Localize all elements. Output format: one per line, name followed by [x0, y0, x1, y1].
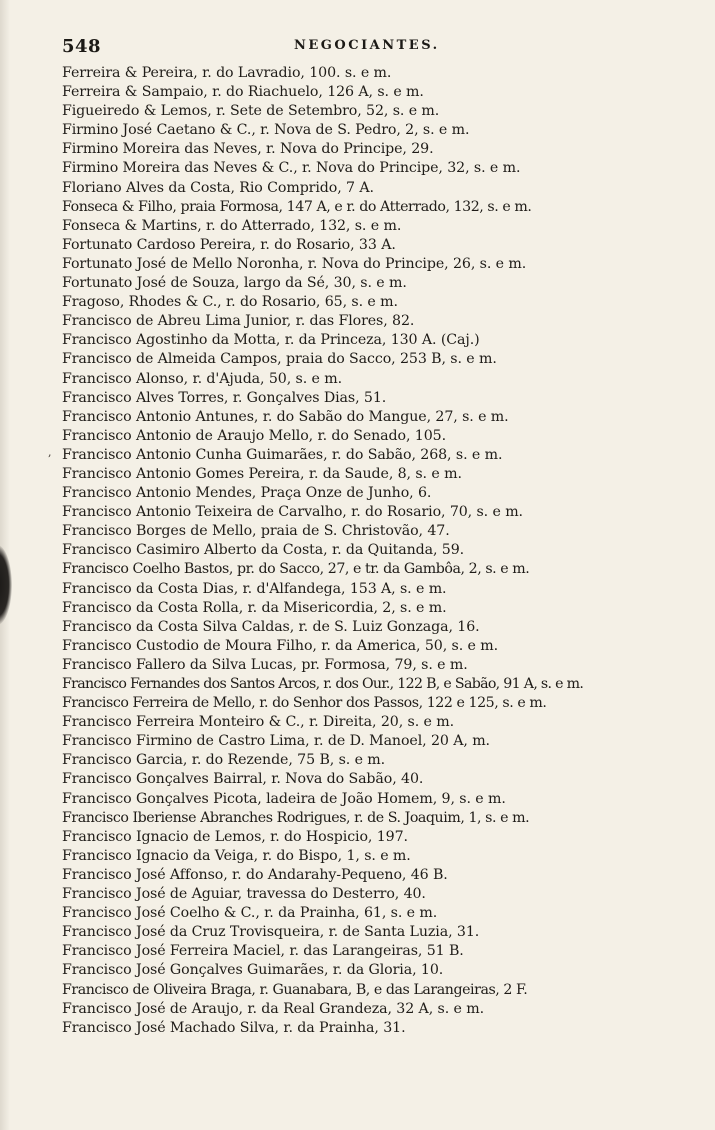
- merchant-entry: Firmino José Caetano & C., r. Nova de S. Pedro, 2, s. e m.: [62, 122, 470, 139]
- merchant-entry: Francisco Antonio de Araujo Mello, r. do Senado, 105.: [62, 427, 446, 444]
- merchant-entry: Francisco Ignacio da Veiga, r. do Bispo, 1, s. e m.: [62, 847, 411, 864]
- binding-ink-smudge: [0, 545, 12, 625]
- merchant-entry: Francisco José Machado Silva, r. da Prainha, 31.: [62, 1019, 406, 1036]
- merchant-entry: Francisco de Almeida Campos, praia do Sacco, 253 B, s. e m.: [62, 351, 497, 368]
- merchant-entry: Fonseca & Martins, r. do Atterrado, 132, s. e m.: [62, 217, 402, 234]
- merchant-entry: Francisco José Ferreira Maciel, r. das Larangeiras, 51 B.: [62, 943, 464, 960]
- page-header: [62, 36, 662, 58]
- merchant-entry: Francisco Alves Torres, r. Gonçalves Dias, 51.: [62, 389, 387, 406]
- page-number: 548: [62, 36, 102, 57]
- merchant-entry: Firmino Moreira das Neves & C., r. Nova do Principe, 32, s. e m.: [62, 160, 521, 177]
- merchant-entry: Fragoso, Rhodes & C., r. do Rosario, 65, s. e m.: [62, 294, 398, 311]
- merchant-entry: Francisco Firmino de Castro Lima, r. de D. Manoel, 20 A, m.: [62, 733, 490, 750]
- merchant-entry: Francisco José da Cruz Trovisqueira, r. de Santa Luzia, 31.: [62, 924, 480, 941]
- merchant-entry: Francisco de Abreu Lima Junior, r. das Flores, 82.: [62, 313, 415, 330]
- merchant-entry: Francisco Ferreira de Mello, r. do Senhor dos Passos, 122 e 125, s. e m.: [62, 695, 547, 712]
- merchant-entry: Francisco Antonio Gomes Pereira, r. da Saude, 8, s. e m.: [62, 465, 462, 482]
- merchant-entry: Fortunato José de Souza, largo da Sé, 30, s. e m.: [62, 275, 407, 292]
- merchant-entry: Francisco Agostinho da Motta, r. da Princeza, 130 A. (Caj.): [62, 332, 480, 349]
- merchant-entry: Figueiredo & Lemos, r. Sete de Setembro, 52, s. e m.: [62, 103, 440, 120]
- merchant-entry: Francisco José Coelho & C., r. da Prainha, 61, s. e m.: [62, 905, 438, 922]
- merchant-entry: Fortunato José de Mello Noronha, r. Nova do Principe, 26, s. e m.: [62, 255, 527, 272]
- merchant-entry: Francisco Antonio Mendes, Praça Onze de Junho, 6.: [62, 485, 432, 502]
- merchant-entry: Francisco Coelho Bastos, pr. do Sacco, 27, e tr. da Gambôa, 2, s. e m.: [62, 561, 530, 578]
- merchant-entry: Francisco Fernandes dos Santos Arcos, r. dos Our., 122 B, e Sabão, 91 A, s. e m.: [62, 676, 584, 692]
- merchant-entry: Francisco Gonçalves Bairral, r. Nova do Sabão, 40.: [62, 771, 424, 788]
- merchant-entry: Ferreira & Sampaio, r. do Riachuelo, 126 A, s. e m.: [62, 84, 424, 101]
- merchant-entry: Francisco Gonçalves Picota, ladeira de João Homem, 9, s. e m.: [62, 790, 506, 807]
- merchant-entry: Francisco Ferreira Monteiro & C., r. Direita, 20, s. e m.: [62, 714, 454, 731]
- merchant-entry: Francisco José de Araujo, r. da Real Grandeza, 32 A, s. e m.: [62, 1000, 484, 1017]
- merchant-list: [62, 64, 707, 1038]
- merchant-entry: Francisco da Costa Silva Caldas, r. de S. Luiz Gonzaga, 16.: [62, 618, 480, 635]
- merchant-entry: Francisco Borges de Mello, praia de S. Christovão, 47.: [62, 523, 450, 540]
- merchant-entry: Francisco José Affonso, r. do Andarahy-Pequeno, 46 B.: [62, 866, 448, 883]
- merchant-entry: Francisco José Gonçalves Guimarães, r. da Gloria, 10.: [62, 962, 444, 979]
- merchant-entry: Francisco Antonio Cunha Guimarães, r. do Sabão, 268, s. e m.: [62, 446, 503, 463]
- merchant-entry: Francisco Antonio Antunes, r. do Sabão do Mangue, 27, s. e m.: [62, 408, 509, 425]
- merchant-entry: Francisco Casimiro Alberto da Costa, r. da Quitanda, 59.: [62, 542, 465, 559]
- merchant-entry: Francisco Fallero da Silva Lucas, pr. Formosa, 79, s. e m.: [62, 656, 468, 673]
- merchant-entry: Francisco da Costa Rolla, r. da Misericordia, 2, s. e m.: [62, 599, 447, 616]
- merchant-entry: Francisco Alonso, r. d'Ajuda, 50, s. e m.: [62, 370, 342, 387]
- merchant-entry: Fortunato Cardoso Pereira, r. do Rosario, 33 A.: [62, 236, 396, 253]
- merchant-entry: Fonseca & Filho, praia Formosa, 147 A, e r. do Atterrado, 132, s. e m.: [62, 198, 532, 215]
- merchant-entry: Francisco Iberiense Abranches Rodrigues, r. de S. Joaquim, 1, s. e m.: [62, 809, 530, 826]
- margin-tick-mark: ,: [48, 446, 52, 459]
- merchant-entry: Francisco José de Aguiar, travessa do Desterro, 40.: [62, 886, 426, 903]
- merchant-entry: Francisco Garcia, r. do Rezende, 75 B, s. e m.: [62, 752, 386, 769]
- merchant-entry: Floriano Alves da Costa, Rio Comprido, 7 A.: [62, 179, 374, 196]
- merchant-entry: Francisco Antonio Teixeira de Carvalho, r. do Rosario, 70, s. e m.: [62, 504, 523, 521]
- merchant-entry: Francisco Custodio de Moura Filho, r. da America, 50, s. e m.: [62, 637, 499, 654]
- merchant-entry: Ferreira & Pereira, r. do Lavradio, 100. s. e m.: [62, 65, 392, 81]
- merchant-entry: Francisco da Costa Dias, r. d'Alfandega, 153 A, s. e m.: [62, 580, 447, 597]
- merchant-entry: Francisco de Oliveira Braga, r. Guanabara, B, e das Larangeiras, 2 F.: [62, 981, 528, 998]
- section-title: NEGOCIANTES.: [294, 38, 440, 53]
- merchant-entry: Firmino Moreira das Neves, r. Nova do Principe, 29.: [62, 141, 434, 158]
- merchant-entry: Francisco Ignacio de Lemos, r. do Hospicio, 197.: [62, 828, 408, 845]
